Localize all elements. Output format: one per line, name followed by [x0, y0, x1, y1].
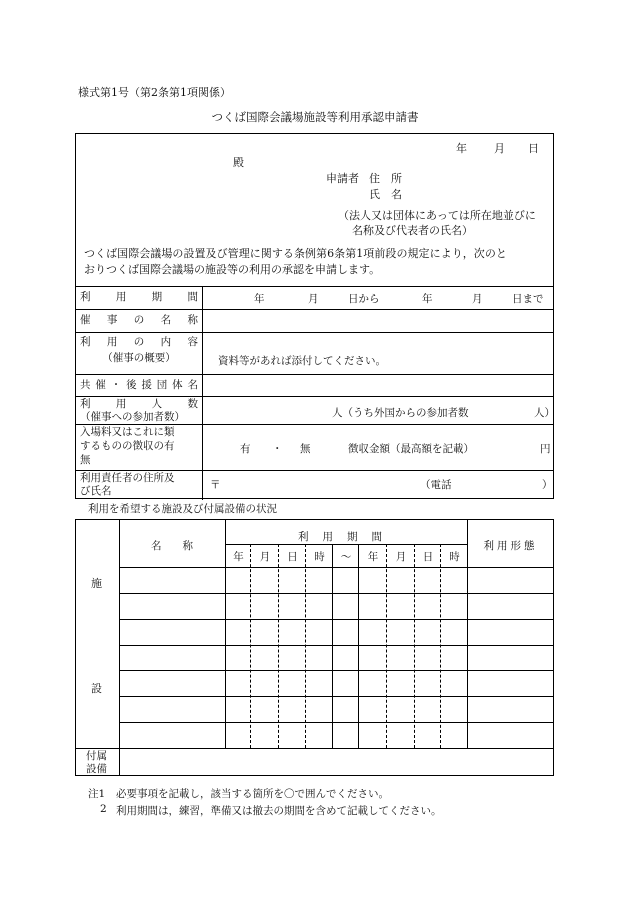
attendees-value: 人（うち外国からの参加者数 — [332, 407, 469, 419]
phone-label: （電話 — [420, 479, 452, 491]
period-label: 利用期間 — [80, 291, 198, 303]
fee-label-end: 無 — [80, 454, 91, 466]
facility-label-bottom: 設 — [91, 682, 102, 695]
sub-header-year: 年 — [233, 551, 244, 563]
event-name-label: 催事の名称 — [80, 314, 198, 326]
facility-table — [75, 519, 554, 776]
equipment-label-cont: 設備 — [86, 763, 107, 775]
period-year: 年 — [254, 293, 265, 305]
sub-header-month: 月 — [259, 551, 271, 563]
form-number: 様式第1号（第2条第1項関係） — [78, 86, 231, 99]
statement-text-cont: おりつくば国際会議場の施設等の利用の承認を申請します。 — [84, 263, 381, 276]
document-title: つくば国際会議場施設等利用承認申請書 — [211, 110, 419, 124]
fee-yes-option: 有 — [240, 443, 251, 455]
addressee-label: 殿 — [233, 156, 244, 169]
period-header: 利用期間 — [298, 531, 396, 543]
fee-unit: 円 — [540, 443, 551, 455]
sub-header-day: 日 — [287, 551, 298, 563]
period-year-end: 年 — [422, 293, 433, 305]
sub-header-day-end: 日 — [422, 551, 434, 563]
attendees-unit: 人） — [534, 407, 555, 419]
sponsor-label: 共催・後援団体名 — [80, 379, 198, 391]
postal-mark: 〒 — [210, 479, 221, 491]
period-month: 月 — [308, 293, 319, 305]
sub-header-month-end: 月 — [395, 551, 407, 563]
note-2-label: 2 — [100, 803, 107, 815]
note-1-text: 必要事項を記載し，該当する箇所を〇で囲んでください。 — [116, 788, 389, 800]
note-1-label: 注1 — [88, 788, 106, 800]
attendees-sub-label: （催事への参加者数） — [80, 411, 185, 423]
facility-section-title: 利用を希望する施設及び付属設備の状況 — [88, 503, 277, 515]
date-day-label: 日 — [528, 142, 539, 155]
content-sub-label: （催事の概要） — [102, 352, 176, 364]
date-month-label: 月 — [494, 142, 505, 155]
sub-header-year-end: 年 — [367, 551, 379, 563]
fee-separator: ・ — [272, 443, 283, 455]
name-label: 氏 名 — [369, 188, 402, 201]
applicant-label: 申請者 — [326, 172, 359, 185]
manager-label-cont: び氏名 — [80, 485, 112, 497]
statement-text: つくば国際会議場の設置及び管理に関する条例第6条第1項前段の規定により，次のと — [84, 247, 507, 260]
note-2-text: 利用期間は，練習，準備又は撤去の期間を含めて記載してください。 — [116, 805, 442, 817]
facility-name-header: 名 称 — [151, 540, 193, 552]
period-to: 日まで — [512, 293, 544, 305]
period-month-end: 月 — [472, 293, 483, 305]
period-from: 日から — [348, 293, 380, 305]
date-year-label: 年 — [456, 142, 467, 155]
fee-amount-label: 徴収金額（最高額を記載） — [348, 443, 474, 455]
content-label: 利用の内容 — [80, 336, 198, 348]
application-form — [75, 133, 554, 499]
address-label: 住 所 — [369, 172, 402, 185]
facility-label-top: 施 — [91, 577, 102, 590]
sub-header-hour-end: 時 — [449, 551, 460, 563]
corporate-note-cont: 名称及び代表者の氏名） — [352, 224, 473, 237]
fee-label: 入場料又はこれに類 — [80, 426, 175, 438]
fee-label-cont: するものの徴収の有 — [80, 440, 175, 452]
phone-close: ） — [542, 479, 553, 491]
sub-header-hour: 時 — [314, 551, 325, 563]
manager-label: 利用責任者の住所及 — [80, 472, 175, 484]
attendees-label: 利用人数 — [80, 398, 198, 410]
usage-header: 利用形態 — [483, 540, 538, 552]
fee-no-option: 無 — [300, 443, 311, 455]
content-hint: 資料等があれば添付してください。 — [218, 355, 386, 367]
corporate-note: （法人又は団体にあっては所在地並びに — [338, 209, 536, 222]
sub-header-tilde: ～ — [340, 551, 352, 563]
equipment-label: 付属 — [86, 750, 107, 762]
